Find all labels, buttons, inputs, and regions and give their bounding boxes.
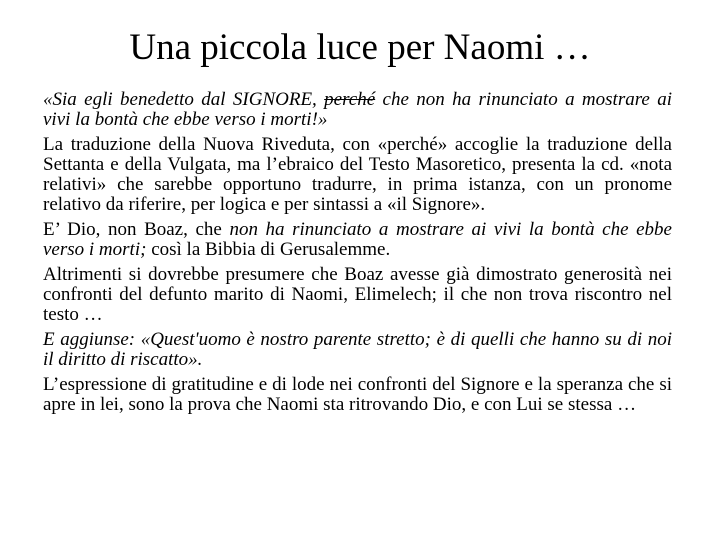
body-paragraph bbox=[43, 90, 672, 130]
paragraph-text: L’espressione di gratitudine e di lode nei confronti del Signore e la speranza che si apre in lei, sono la prova che Naomi sta ritrovando Dio, e con Lui se stessa … bbox=[43, 374, 672, 415]
paragraph-text: E’ Dio, non Boaz, che bbox=[43, 219, 230, 240]
paragraph-text: che non ha rinunciato a mostrare ai vivi la bontà che ebbe verso i morti!» bbox=[43, 89, 672, 130]
paragraph-text: Altrimenti si dovrebbe presumere che Boaz avesse già dimostrato generosità nei confronti del defunto marito di Naomi, Elimelech; il che non trova riscontro nel testo … bbox=[43, 264, 672, 325]
paragraph-text: così la Bibbia di Gerusalemme. bbox=[146, 239, 391, 260]
slide-title: Una piccola luce per Naomi … bbox=[129, 27, 591, 68]
paragraph-text: E aggiunse: «Quest'uomo è nostro parente stretto; è di quelli che hanno su di noi il diritto di riscatto». bbox=[43, 329, 672, 370]
body-paragraph bbox=[43, 135, 672, 215]
body-paragraph bbox=[43, 330, 672, 370]
paragraph-text: La traduzione della Nuova Riveduta, con «perché» accoglie la traduzione della Settanta e della Vulgata, ma l’ebraico del Testo Masoretico, presenta la cd. «nota relativi» che sarebbe opportuno tradurre, in prima istanza, con un pronome relativo da riferire, per logica e per sintassi a «il Signore». bbox=[43, 134, 672, 215]
paragraph-text: non ha rinunciato a mostrare ai vivi la bontà che ebbe verso i morti; bbox=[43, 219, 672, 260]
slide-body bbox=[43, 90, 672, 420]
paragraph-text: «Sia egli benedetto dal SIGNORE, bbox=[43, 89, 325, 110]
body-paragraph bbox=[43, 220, 672, 260]
struck-word: perché bbox=[324, 89, 376, 110]
body-paragraph bbox=[43, 265, 672, 325]
body-paragraph bbox=[43, 375, 672, 415]
